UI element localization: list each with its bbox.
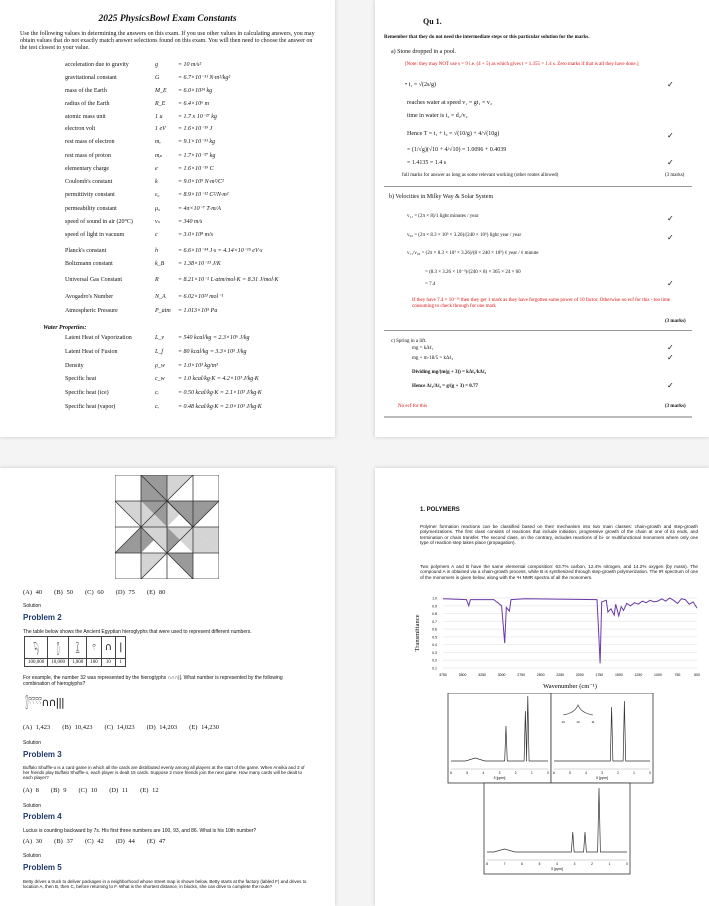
constant-name: Coulomb's constant (65, 179, 113, 185)
water-heading: Water Properties: (43, 325, 87, 331)
answer-choice[interactable]: (D) 14,203 (146, 724, 178, 731)
constant-value: = 1.38×10⁻²³ J/K (178, 261, 221, 267)
nmr-tick-label: 5 (466, 771, 469, 775)
constant-name: electron volt (65, 126, 96, 132)
constant-name: Specific heat (65, 376, 97, 383)
p5-text: Betty drives a truck to deliver packages in a neighborhood whose street map is shown below. Betty starts at the factory (labled F) and drives to location A, then B, then C, before returning to F. What is the shortest distance, in blocks, she can drive to complete the route? (23, 879, 307, 889)
nmr-spectrum-1 (448, 693, 551, 783)
nmr-tick-label: 2 (591, 862, 593, 866)
y-tick-label: 0.7 (432, 619, 437, 624)
constant-value: = 6.0×10²⁴ kg (178, 88, 213, 94)
nmr-spectrum-3 (484, 783, 630, 874)
b-line: = 7.4 (425, 282, 436, 287)
constant-name: Avogadro's Number (65, 294, 114, 300)
nmr-tick-label: 2 (617, 771, 619, 775)
nmr-x-label: δ [ppm] (596, 776, 608, 780)
b-line: = (8.3 × 3.26 × 10⁻³)/(240 × 8) × 365 × 24 × 60 (425, 270, 521, 275)
constant-symbol: c (155, 232, 158, 238)
polymers-page (375, 468, 709, 906)
check-icon: ✓ (667, 353, 674, 362)
x-tick-label: 1000 (654, 673, 662, 677)
constant-value: = 1.6×10⁻¹⁹ C (178, 166, 214, 172)
p3-text: Buffalo Shuffle-o is a card game in which all the cards are distributed evenly among all players at the start of the game. When Annika and 3 of her friends play Buffalo Shuffle-o, each player is dealt 15 cards. Suppose 2 more friends join the next game. How many cards will be dealt to each player? (23, 765, 305, 780)
polymers-para1: Polymer formation reactions can be classified based on their mechanism into two main classes: chain-growth and step-growth polymerizations. The first class consists of reactions that include initiation, progressive growth of the chain at one of its ends, and termination or chain transfer. The second class, on the contrary, includes reactions of bi- or multifunctional monomers where only one type of reaction step takes place (propagation). (420, 524, 698, 546)
constant-symbol: L_f (155, 348, 164, 355)
part-c-note: No ecf for this (398, 404, 428, 409)
page-title: 2025 PhysicsBowl Exam Constants (98, 14, 237, 24)
divider (384, 186, 692, 187)
constant-value: = 0.48 kcal/kg·K = 2.0×10³ J/kg·K (178, 404, 262, 410)
constant-symbol: mₚ (155, 153, 162, 159)
part-a-label: a) Stone dropped in a pool. (391, 49, 456, 55)
answer-choice[interactable]: (C) 14,023 (104, 724, 135, 731)
answer-choice[interactable]: (B) 9 (50, 787, 67, 794)
x-tick-label: 750 (674, 673, 681, 677)
constant-symbol: L_v (155, 335, 164, 341)
nmr-tick-label: 2 (514, 771, 517, 775)
constant-value: = 4π×10⁻⁷ T·m/A (178, 206, 221, 212)
constant-value: = 1.013×10⁵ Pa (178, 308, 218, 314)
nmr-tick-label: 6 (553, 771, 555, 775)
intro-text: Use the following values in determining the answers on this exam. If you use other values in calculating answers, you may obtain values that do not exactly match answer selections found on this exam. You will then need to choose the answer on the test closest to your value. (20, 31, 315, 51)
constant-symbol: k (155, 179, 158, 185)
p2-text: The table below shows the Ancient Egyptian hieroglyphs that were used to represent different numbers. (23, 629, 252, 635)
remark: Remember that they do not need the intermediate steps or this particular solution for the marks. (384, 35, 590, 40)
x-tick-label: 3500 (458, 673, 467, 677)
hieroglyph-table (24, 636, 126, 667)
constant-name: acceleration due to gravity (65, 62, 129, 68)
answer-choice[interactable]: (E) 14,230 (189, 724, 219, 731)
constant-name: mass of the Earth (65, 88, 107, 94)
y-tick-label: 0.9 (432, 604, 437, 609)
constant-name: Planck's constant (65, 248, 107, 254)
hieroglyph-value: 10,000 (48, 659, 69, 667)
nmr-tick-label: 5 (569, 771, 571, 775)
answer-choice[interactable]: (E) 80 (146, 589, 166, 596)
constant-symbol: M_E (155, 88, 167, 94)
part-a-footer: full marks for answer as long as some relevant working (other routes allowed) (402, 173, 559, 178)
part-b-note: If they have 7.4 × 10⁻¹⁶ then they get 1 mark as they have forgotten some power of 10 factor. Otherwise no ecf for this - too time consuming to check through for one mark (412, 298, 671, 309)
ir-spectrum-chart (405, 592, 705, 692)
answer-choice[interactable]: (B) 37 (54, 838, 73, 845)
constant-value: = 80 kcal/kg = 3.3×10⁵ J/kg (178, 348, 247, 355)
y-tick-label: 0.5 (432, 635, 437, 640)
constant-value: = 1.0×10³ kg/m³ (178, 362, 218, 369)
marking-page (375, 0, 709, 437)
nmr-tick-label: 8 (486, 862, 488, 866)
p3-choices (23, 787, 171, 794)
constant-value: = 8.21×10⁻² L·atm/mol·K = 8.31 J/mol·K (178, 277, 279, 283)
answer-choice[interactable]: (A) 1,423 (23, 724, 51, 731)
constant-symbol: 1 u (155, 114, 163, 120)
hieroglyph-cell: 𓍢 (87, 637, 102, 659)
check-icon: ✓ (667, 343, 674, 352)
answer-choice[interactable]: (C) 10 (78, 787, 98, 794)
a-line: reaches water at speed v₁ = gt₁ = v₂ (407, 100, 493, 106)
answer-choice[interactable]: (D) 44 (115, 838, 135, 845)
part-a-note: [Note: they may NOT use s = 9 i.e. (4 + 5) as which gives t = 1.355 = 1.4 s. Zero marks if that is all they have done.] (405, 62, 639, 67)
hieroglyph-cell: 𓂭 (48, 637, 69, 659)
b-line: v₉₉ = (2π × 8.3 × 10³ × 3.26)/(240 × 10⁶) light year / year (407, 233, 522, 238)
hieroglyph-value: 10 (101, 659, 115, 667)
a-line: • t₁ = √(2s/g) (405, 82, 437, 88)
constant-name: Latent Heat of Fusion (65, 348, 118, 355)
nmr-tick-label: 0 (649, 771, 651, 775)
nmr-tick-label: 3 (573, 862, 576, 866)
constant-value: = 1.0 kcal/kg·K = 4.2×10³ J/kg·K (178, 376, 259, 383)
problem-5-title: Problem 5 (23, 863, 62, 872)
solution-link[interactable]: Solution (23, 853, 42, 859)
solution-link[interactable]: Solution (23, 803, 42, 809)
answer-choice[interactable]: (E) 12 (140, 787, 159, 794)
divider (384, 330, 692, 331)
nmr-tick-label: 1 (530, 771, 533, 775)
x-tick-label: 2750 (517, 673, 526, 677)
y-tick-label: 0.8 (432, 612, 437, 617)
solution-link[interactable]: Solution (23, 740, 42, 746)
a-line: = (1/√g)(√10 + 4/√10) = 1.0096 + 0.4039 (407, 147, 507, 153)
y-tick-label: 0.4 (432, 643, 437, 648)
hieroglyph-value: 1 (116, 659, 126, 667)
hieroglyph-combination: 𓂭𓍢𓍢𓍢𓍢∩∩||| (25, 696, 64, 709)
constant-symbol: ε₀ (155, 192, 160, 198)
p2-choices (23, 724, 231, 731)
part-b-label: b) Velocities in Milky Way & Solar System (389, 194, 494, 200)
problem-4-title: Problem 4 (23, 812, 62, 821)
constant-name: gravitational constant (65, 75, 117, 81)
y-tick-label: 0.1 (432, 666, 437, 671)
check-icon: ✓ (667, 233, 674, 242)
check-icon: ✓ (667, 80, 674, 89)
nmr-inset-tick: 12 (576, 720, 580, 724)
answer-choice[interactable]: (B) 50 (54, 589, 73, 596)
x-tick-label: 2250 (556, 673, 565, 677)
constant-symbol: R_E (155, 101, 166, 107)
nmr-inset-tick: 13 (561, 720, 565, 724)
b-line: v₁₁/v₉₉ = (2π × 8.3 × 10³ × 3.26)/(8 × 240 × 10⁶) ℓ year / ℓ minute (407, 251, 539, 256)
part-c-label: c) Spring in a lift. (391, 339, 427, 344)
constant-name: Specific heat (vapor) (65, 404, 116, 410)
constant-value: = 9.0×10⁹ N·m²/C² (178, 179, 224, 185)
answer-choice[interactable]: (D) 11 (109, 787, 129, 794)
constant-name: permittivity constant (65, 192, 115, 198)
section-title: 1. POLYMERS (420, 507, 460, 513)
nmr-tick-label: 6 (521, 862, 523, 866)
p4-text: Lucius is counting backward by 7s. His first three numbers are 100, 93, and 86. What is his 10th number? (23, 828, 257, 834)
hieroglyph-cell: | (116, 637, 126, 659)
y-tick-label: 0.6 (432, 627, 437, 632)
constant-symbol: N_A (155, 294, 166, 300)
constant-symbol: cᵥ (155, 404, 160, 410)
nmr-tick-label: 4 (585, 771, 587, 775)
a-line: time in water is t₂ = d₂/v₂ (407, 113, 468, 119)
polymers-para2: Two polymers A and B have the same elemental composition: 63.7% carbon, 12.4% nitrogen, and 14.2% oxygen (by mass). The compound A is obtained via a chain-growth process, while B is synthesized through step-growth polymerization. The IR spectrum of one of the monomers is given below, along with the ¹H NMR spectra of all the monomers. (420, 564, 698, 580)
hieroglyph-value: 100,000 (25, 659, 48, 667)
constant-value: = 9.1×10⁻³¹ kg (178, 139, 216, 145)
constant-name: elementary charge (65, 166, 110, 172)
constant-value: = 10 m/s² (178, 62, 202, 68)
nmr-tick-label: 3 (498, 771, 501, 775)
hieroglyph-value: 1,000 (69, 659, 87, 667)
constant-value: = 340 m/s (178, 219, 203, 225)
constant-symbol: e (155, 166, 158, 172)
constant-symbol: c_w (155, 376, 165, 383)
constant-value: = 6.4×10⁶ m (178, 101, 210, 107)
nmr-spectrum-2 (551, 693, 653, 783)
constant-symbol: R (155, 277, 159, 283)
divider (384, 416, 692, 418)
constant-symbol: cᵢ (155, 390, 159, 397)
p1-choices (23, 589, 177, 596)
constant-value: = 1.6×10⁻¹⁹ J (178, 126, 213, 132)
constant-value: = 6.7×10⁻¹¹ N·m²/kg² (178, 75, 231, 81)
nmr-tick-label: 0 (626, 862, 628, 866)
answer-choice[interactable]: (A) 40 (23, 589, 43, 596)
a-line: = 1.4135 = 1.4 s (407, 160, 447, 166)
check-icon: ✓ (667, 279, 674, 288)
constant-symbol: k_B (155, 261, 165, 267)
constant-symbol: G (155, 75, 160, 81)
constant-name: Atmospheric Pressure (65, 308, 118, 314)
nmr-x-label: δ [ppm] (551, 867, 563, 871)
answer-choice[interactable]: (A) 30 (23, 838, 43, 845)
c-line: mg = kΔℓ₁ (412, 346, 434, 351)
c-line: Dividing mg/(m(g + 3)) = kΔℓ₁/kΔℓ₂ (412, 370, 487, 375)
x-tick-label: 1250 (634, 673, 643, 677)
check-icon: ✓ (667, 214, 674, 223)
constant-value: = 1.7 x 10⁻²⁷ kg (178, 114, 217, 120)
constant-value: = 3.0×10⁸ m/s (178, 232, 214, 238)
nmr-tick-label: 6 (450, 771, 452, 775)
constant-name: Boltzmann constant (65, 261, 113, 267)
nmr-tick-label: 1 (633, 771, 635, 775)
y-tick-label: 1.0 (432, 596, 437, 601)
a-line: Hence T = t₁ + t₂ = √(10/g) + 4/√(10g) (407, 131, 500, 137)
nmr-x-label: δ [ppm] (493, 776, 506, 780)
constant-value: = 0.50 kcal/kg·K = 2.1×10³ J/kg·K (178, 390, 262, 397)
question-title: Qu 1. (423, 17, 442, 26)
ir-series-line (443, 598, 697, 663)
b-line: v₁₁ = (2π × 8)/1 light minutes / year (407, 214, 479, 219)
part-c-marks: (3 marks) (665, 404, 686, 409)
nmr-tick-label: 3 (601, 771, 603, 775)
check-icon: ✓ (667, 381, 674, 390)
constant-name: rest mass of electron (65, 139, 115, 145)
constant-name: Latent Heat of Vaporization (65, 335, 132, 341)
nmr-tick-label: 4 (556, 862, 558, 866)
part-a-marks: (3 marks) (665, 173, 685, 178)
constant-symbol: 1 eV (155, 126, 166, 132)
constant-name: radius of the Earth (65, 101, 110, 107)
constant-name: permeability constant (65, 206, 117, 212)
hieroglyph-value: 100 (87, 659, 102, 667)
p2-example: For example, the number 32 was represented by the hieroglyphs ∩∩∩||. What number is represented by the following combination of hieroglyphs? (23, 675, 283, 687)
star-quilt-figure (115, 475, 219, 579)
problem-3-title: Problem 3 (23, 750, 62, 759)
constant-symbol: μ₀ (155, 206, 161, 212)
hieroglyph-cell: ∩ (101, 637, 115, 659)
answer-choice[interactable]: (C) 42 (84, 838, 104, 845)
constant-symbol: vₛ (155, 219, 160, 225)
answer-choice[interactable]: (C) 60 (84, 589, 104, 596)
nmr-tick-label: 5 (538, 862, 541, 866)
constant-name: rest mass of proton (65, 153, 111, 159)
constant-name: atomic mass unit (65, 114, 106, 120)
x-tick-label: 1750 (595, 673, 604, 677)
c-line: mg + m·18/5 = kΔℓ₂ (412, 356, 454, 361)
nmr-tick-label: 4 (482, 771, 485, 775)
constant-name: Universal Gas Constant (65, 277, 122, 283)
x-tick-label: 3250 (478, 673, 486, 677)
y-tick-label: 0.2 (432, 658, 437, 663)
answer-choice[interactable]: (E) 47 (146, 838, 166, 845)
nmr-tick-label: 0 (547, 771, 549, 775)
nmr-inset-tick: 11 (591, 720, 595, 724)
constant-value: = 540 kcal/kg = 2.3×10⁶ J/kg (178, 335, 250, 341)
y-tick-label: 0.3 (432, 650, 437, 655)
constant-value: = 6.6×10⁻³⁴ J·s = 4.14×10⁻¹⁵ eV·s (178, 248, 263, 254)
c-line: Hence Δℓ₁/Δℓ₂ = g/(g + 3) = 0.77 (412, 384, 479, 389)
solution-link[interactable]: Solution (23, 603, 42, 609)
x-tick-label: 3750 (439, 673, 447, 677)
constant-symbol: h (155, 248, 158, 254)
hieroglyph-cell: 𓆼 (69, 637, 87, 659)
x-tick-label: 3000 (497, 673, 506, 677)
nmr-tick-label: 7 (503, 862, 506, 866)
constants-page (0, 0, 335, 437)
constant-name: speed of light in vacuum (65, 232, 125, 238)
constant-name: Density (65, 362, 84, 369)
constant-symbol: g (155, 62, 158, 68)
nmr-tick-label: 1 (608, 862, 611, 866)
y-axis-label: Transmittance (414, 614, 421, 652)
x-axis-label: Wavenumber (cm⁻¹) (543, 683, 597, 690)
constant-value: = 1.7×10⁻²⁷ kg (178, 153, 216, 159)
problem-2-title: Problem 2 (23, 613, 62, 622)
constant-value: = 6.02×10²³ mol⁻¹ (178, 294, 224, 300)
x-tick-label: 2000 (575, 673, 584, 677)
constant-name: Specific heat (ice) (65, 390, 109, 397)
constant-name: speed of sound in air (20°C) (65, 219, 133, 225)
check-icon: ✓ (667, 158, 674, 167)
check-icon: ✓ (667, 131, 674, 140)
answer-choice[interactable]: (A) 8 (23, 787, 39, 794)
answer-choice[interactable]: (B) 10,423 (62, 724, 93, 731)
constant-symbol: P_atm (155, 308, 171, 314)
problems-page (0, 468, 335, 906)
constant-symbol: ρ_w (155, 362, 165, 369)
p4-choices (23, 838, 177, 845)
x-tick-label: 1500 (614, 673, 623, 677)
x-tick-label: 2500 (536, 673, 545, 677)
constant-symbol: mₑ (155, 139, 161, 145)
answer-choice[interactable]: (D) 75 (115, 589, 135, 596)
constant-value: = 8.9×10⁻¹² C²/N·m² (178, 192, 229, 198)
nmr-spectra (447, 693, 657, 875)
x-tick-label: 500 (694, 673, 700, 677)
part-b-marks: (3 marks) (665, 319, 686, 324)
hieroglyph-cell: 𓆐 (25, 637, 48, 659)
